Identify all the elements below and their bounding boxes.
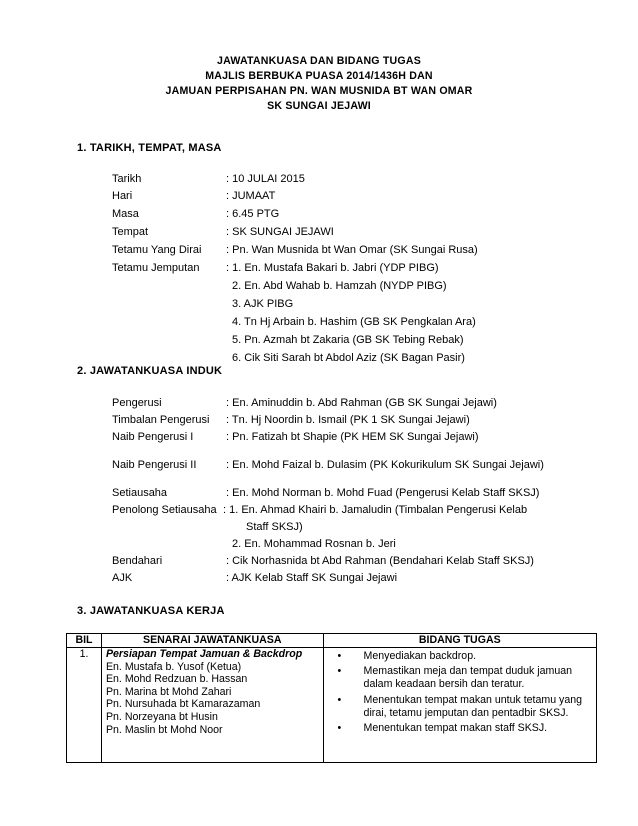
info-row-masa xyxy=(112,208,139,220)
row-bil: 1. xyxy=(67,648,102,763)
task-item xyxy=(328,665,592,691)
task-text: Menyediakan backdrop. xyxy=(363,650,477,662)
committee-value-bendahari: : Cik Norhasnida bt Abd Rahman (Bendahari Kelab Staff SKSJ) xyxy=(226,555,534,567)
doc-title-line-4: SK SUNGAI JEJAWI xyxy=(267,100,371,112)
committee-value-pengerusi: : En. Aminuddin b. Abd Rahman (GB SK Sungai Jejawi) xyxy=(226,397,497,409)
guest-item: 5. Pn. Azmah bt Zakaria (GB SK Tebing Rebak) xyxy=(232,334,464,346)
table-header-row xyxy=(67,634,597,648)
column-header-bidang: BIDANG TUGAS xyxy=(323,634,596,648)
member-name: Pn. Norzeyana bt Husin xyxy=(105,710,218,723)
committee-value-timbalan: : Tn. Hj Noordin b. Ismail (PK 1 SK Sungai Jejawi) xyxy=(226,414,470,426)
section-2-heading: 2. JAWATANKUASA INDUK xyxy=(77,365,223,377)
member-name: Pn. Nursuhada bt Kamarazaman xyxy=(105,698,261,711)
bullet-icon: • xyxy=(337,693,342,706)
member-name: Pn. Maslin bt Mohd Noor xyxy=(105,723,223,736)
member-name: En. Mustafa b. Yusof (Ketua) xyxy=(105,660,242,673)
info-row-tetamu-dirai xyxy=(112,244,201,256)
table-row xyxy=(67,648,597,763)
info-value-tetamu-jemputan: : 1. En. Mustafa Bakari b. Jabri (YDP PIBG) xyxy=(226,262,439,274)
info-label: Tetamu Jemputan xyxy=(112,262,200,274)
guest-item: 2. En. Abd Wahab b. Hamzah (NYDP PIBG) xyxy=(232,280,447,292)
committee-value-setiausaha: : En. Mohd Norman b. Mohd Fuad (Pengerusi Kelab Staff SKSJ) xyxy=(226,487,540,499)
committee-label-bendahari: Bendahari xyxy=(112,555,163,567)
committee-title: Persiapan Tempat Jamuan & Backdrop xyxy=(105,648,303,660)
info-value-hari: : JUMAAT xyxy=(226,190,276,202)
task-item xyxy=(328,650,592,663)
info-label: Tempat xyxy=(112,226,149,238)
guest-item: 6. Cik Siti Sarah bt Abdol Aziz (SK Bagan Pasir) xyxy=(232,352,465,364)
committee-value-naib1: : Pn. Fatizah bt Shapie (PK HEM SK Sungai Jejawi) xyxy=(226,431,479,443)
committee-value-penolong: : 1. En. Ahmad Khairi b. Jamaludin (Timbalan Pengerusi Kelab xyxy=(223,504,528,516)
row-tasks xyxy=(323,648,596,763)
task-item xyxy=(328,694,592,720)
committee-value-penolong-2: 2. En. Mohammad Rosnan b. Jeri xyxy=(232,538,396,550)
info-label: Tetamu Yang Dirai xyxy=(112,244,202,256)
info-row-tarikh xyxy=(112,173,141,185)
task-text: Menentukan tempat makan staff SKSJ. xyxy=(363,722,548,735)
column-header-bil: BIL xyxy=(67,634,102,648)
committee-label-naib1: Naib Pengerusi I xyxy=(112,431,194,443)
task-item xyxy=(328,722,592,735)
member-name: Pn. Marina bt Mohd Zahari xyxy=(105,685,232,698)
member-name: En. Mohd Redzuan b. Hassan xyxy=(105,673,248,686)
column-header-senarai: SENARAI JAWATANKUASA xyxy=(101,634,323,648)
info-label: Tarikh xyxy=(112,173,142,185)
committee-table xyxy=(66,633,597,763)
task-text: Menentukan tempat makan untuk tetamu yang dirai, tetamu jemputan dan pentadbir SKSJ. xyxy=(363,693,583,719)
info-value-tarikh: : 10 JULAI 2015 xyxy=(226,173,305,185)
committee-label-naib2: Naib Pengerusi II xyxy=(112,459,197,471)
committee-label-penolong: Penolong Setiausaha xyxy=(112,504,217,516)
committee-label-pengerusi: Pengerusi xyxy=(112,397,162,409)
info-value-tempat: : SK SUNGAI JEJAWI xyxy=(226,226,334,238)
guest-item: 3. AJK PIBG xyxy=(232,298,294,310)
doc-title-line-3: JAMUAN PERPISAHAN PN. WAN MUSNIDA BT WAN OMAR xyxy=(165,85,473,97)
task-text: Memastikan meja dan tempat duduk jamuan dalam keadaan bersih dan teratur. xyxy=(363,665,573,691)
info-label: Masa xyxy=(112,208,139,220)
info-row-tetamu-jemputan xyxy=(112,262,199,274)
committee-value-ajk: : AJK Kelab Staff SK Sungai Jejawi xyxy=(226,572,398,584)
committee-label-ajk: AJK xyxy=(112,572,133,584)
row-committee xyxy=(101,648,323,763)
bullet-icon: • xyxy=(337,650,342,662)
committee-label-setiausaha: Setiausaha xyxy=(112,487,168,499)
committee-value-penolong-cont: Staff SKSJ) xyxy=(246,521,303,533)
section-1-heading: 1. TARIKH, TEMPAT, MASA xyxy=(77,142,222,154)
info-value-masa: : 6.45 PTG xyxy=(226,208,280,220)
section-3-heading: 3. JAWATANKUASA KERJA xyxy=(77,605,225,617)
info-row-tempat xyxy=(112,226,148,238)
committee-label-timbalan: Timbalan Pengerusi xyxy=(112,414,210,426)
task-list xyxy=(328,650,592,735)
bullet-icon: • xyxy=(337,722,342,735)
info-label: Hari xyxy=(112,190,133,202)
bullet-icon: • xyxy=(337,665,342,678)
committee-value-naib2: : En. Mohd Faizal b. Dulasim (PK Kokurikulum SK Sungai Jejawi) xyxy=(226,459,544,471)
info-row-hari xyxy=(112,190,132,202)
info-value-tetamu-dirai: : Pn. Wan Musnida bt Wan Omar (SK Sungai Rusa) xyxy=(226,244,478,256)
guest-item: 4. Tn Hj Arbain b. Hashim (GB SK Pengkalan Ara) xyxy=(232,316,476,328)
doc-title-line-2: MAJLIS BERBUKA PUASA 2014/1436H DAN xyxy=(205,70,433,82)
doc-title-line-1: JAWATANKUASA DAN BIDANG TUGAS xyxy=(217,55,421,67)
